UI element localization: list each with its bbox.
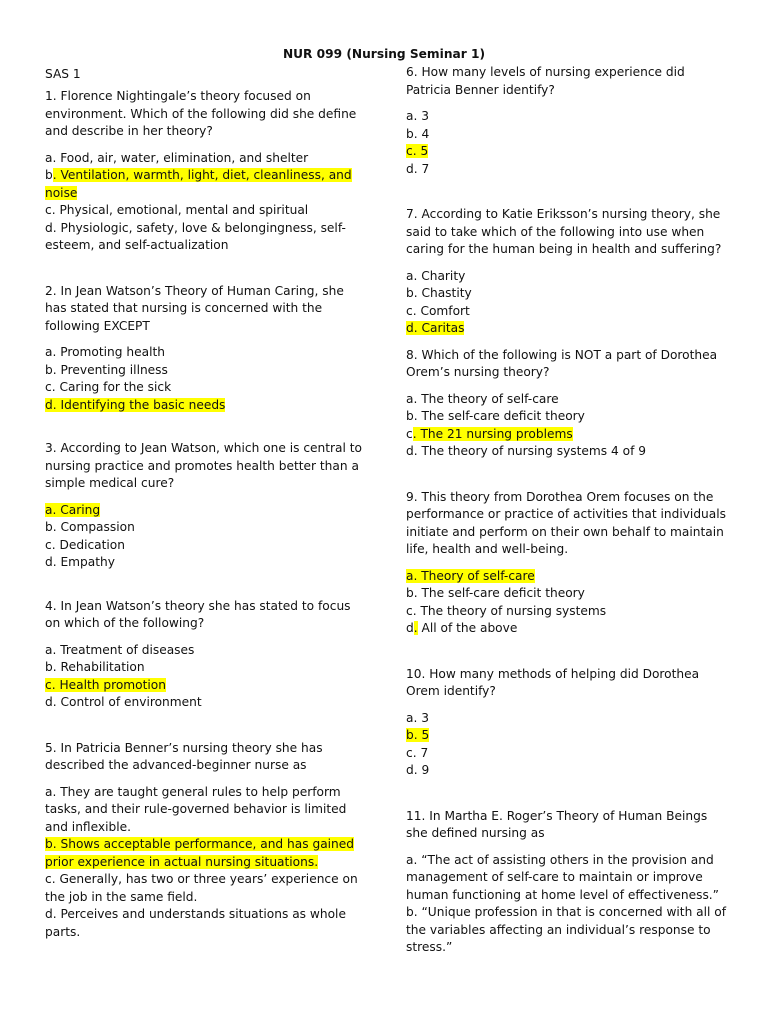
option-text: b. Preventing illness	[45, 362, 168, 377]
answer-options	[406, 568, 728, 638]
option-text: b. Compassion	[45, 520, 135, 534]
option-text: a. 3	[406, 109, 429, 123]
answer-option	[406, 285, 728, 303]
answer-option	[45, 659, 367, 677]
question-4	[45, 598, 367, 712]
answer-option	[45, 694, 367, 712]
answer-options	[406, 268, 728, 338]
answer-option	[406, 568, 728, 586]
question-text: 1. Florence Nightingale’s theory focused on environment. Which of the following did she define and describe in her theory?	[45, 89, 357, 138]
option-text: d. The theory of nursing systems 4 of 9	[406, 444, 647, 458]
highlighted-answer: b. 5	[406, 728, 430, 742]
option-text: b. The self-care deficit theory	[406, 409, 585, 423]
answer-option	[45, 537, 367, 555]
answer-option	[406, 268, 728, 286]
question-3	[45, 440, 367, 572]
answer-option	[45, 362, 367, 380]
question-text: 10. How many methods of helping did Dorothea Orem identify?	[406, 666, 700, 698]
option-text: b. The self-care deficit theory	[406, 586, 585, 600]
option-text: b. Chastity	[406, 286, 472, 300]
question-text: 7. According to Katie Eriksson’s nursing theory, she said to take which of the following into use when caring for the human being in health and suffering?	[406, 207, 722, 256]
option-text: c. Comfort	[406, 303, 470, 318]
answer-option	[406, 727, 728, 745]
right-column	[406, 64, 728, 957]
question-text: 9. This theory from Dorothea Orem focuses on the performance or practice of activities that individuals initiate and perform on their own behalf to maintain life, health and well-being.	[406, 489, 726, 556]
option-text: c. Physical, emotional, mental and spiritual	[45, 203, 309, 217]
answer-option	[406, 426, 728, 444]
highlighted-answer: d. Caritas	[406, 321, 465, 335]
answer-options	[406, 391, 728, 461]
option-text: a. The theory of self-care	[406, 391, 559, 406]
question-11	[406, 808, 728, 957]
option-letter: c	[406, 426, 413, 441]
question-6	[406, 64, 728, 178]
answer-option	[45, 502, 367, 520]
option-text: b. 4	[406, 126, 430, 141]
answer-option	[45, 220, 367, 255]
question-2	[45, 283, 367, 415]
answer-option	[406, 904, 728, 957]
option-text: a. They are taught general rules to help perform tasks, and their rule-governed behavior is limited and inflexible.	[45, 784, 347, 834]
answer-option	[45, 677, 367, 695]
question-9	[406, 489, 728, 638]
option-text: a. Promoting health	[45, 345, 165, 359]
answer-option	[45, 397, 367, 415]
highlighted-answer: c. 5	[406, 144, 429, 158]
option-letter: b	[45, 168, 53, 182]
option-text: a. 3	[406, 710, 429, 725]
answer-option	[406, 126, 728, 144]
answer-option	[406, 303, 728, 321]
answer-option	[45, 344, 367, 362]
question-8	[406, 347, 728, 461]
option-text: c. Caring for the sick	[45, 380, 172, 394]
option-text: b. “Unique profession in that is concerned with all of the variables affecting an individual’s response to stress.”	[406, 905, 727, 954]
answer-options	[406, 710, 728, 780]
answer-option	[406, 585, 728, 603]
option-text: d. 9	[406, 763, 430, 777]
option-letter: d	[406, 621, 414, 635]
highlight-mark: .	[413, 621, 418, 635]
answer-option	[45, 202, 367, 220]
answer-option	[406, 852, 728, 905]
option-text: d. Physiologic, safety, love & belongingness, self-esteem, and self-actualization	[45, 220, 346, 252]
answer-option	[406, 143, 728, 161]
answer-option	[406, 745, 728, 763]
question-text: 2. In Jean Watson’s Theory of Human Caring, she has stated that nursing is concerned with the following EXCEPT	[45, 283, 344, 333]
answer-options	[406, 108, 728, 178]
option-text: d. Empathy	[45, 555, 115, 569]
answer-options	[45, 502, 367, 572]
left-column	[45, 64, 367, 941]
answer-option	[45, 642, 367, 660]
highlighted-answer: d. Identifying the basic needs	[45, 397, 226, 412]
answer-options	[45, 150, 367, 255]
answer-option	[406, 620, 728, 638]
option-text: c. The theory of nursing systems	[406, 603, 607, 618]
option-text-rest: All of the above	[417, 621, 518, 635]
option-text: a. Food, air, water, elimination, and shelter	[45, 150, 309, 165]
answer-option	[45, 871, 367, 906]
answer-option	[406, 161, 728, 179]
answer-options	[406, 852, 728, 957]
answer-option	[45, 150, 367, 168]
answer-option	[406, 443, 728, 461]
option-text: d. Perceives and understands situations as whole parts.	[45, 907, 346, 939]
highlighted-answer: . Ventilation, warmth, light, diet, cleanliness, and noise	[45, 168, 352, 200]
question-7	[406, 206, 728, 338]
answer-option	[406, 710, 728, 728]
answer-option	[45, 784, 367, 837]
option-text: d. Control of environment	[45, 695, 202, 709]
answer-option	[406, 108, 728, 126]
answer-option	[45, 554, 367, 572]
answer-option	[45, 906, 367, 941]
answer-option	[406, 408, 728, 426]
option-text: c. Generally, has two or three years’ experience on the job in the same field.	[45, 872, 358, 904]
answer-option	[45, 379, 367, 397]
question-5	[45, 740, 367, 942]
question-text: 4. In Jean Watson’s theory she has stated to focus on which of the following?	[45, 598, 351, 630]
option-text: a. Charity	[406, 268, 466, 283]
sas-label: SAS 1	[45, 67, 81, 81]
answer-options	[45, 784, 367, 942]
option-text: d. 7	[406, 161, 430, 176]
question-10	[406, 666, 728, 780]
option-text: b. Rehabilitation	[45, 660, 145, 674]
highlighted-answer: b. Shows acceptable performance, and has gained prior experience in actual nursing situations.	[45, 837, 355, 869]
highlighted-answer: . The 21 nursing problems	[412, 426, 573, 441]
option-text	[414, 621, 518, 635]
answer-option	[406, 762, 728, 780]
answer-option	[406, 391, 728, 409]
answer-option	[45, 167, 367, 202]
highlighted-answer: a. Caring	[45, 502, 101, 517]
answer-options	[45, 642, 367, 712]
question-text: 6. How many levels of nursing experience did Patricia Benner identify?	[406, 65, 685, 97]
question-text: 3. According to Jean Watson, which one is central to nursing practice and promotes health better than a simple medical cure?	[45, 441, 363, 490]
highlighted-answer: c. Health promotion	[45, 677, 166, 692]
option-text: a. Treatment of diseases	[45, 642, 195, 657]
answer-option	[45, 836, 367, 871]
question-text: 11. In Martha E. Roger’s Theory of Human Beings she defined nursing as	[406, 808, 708, 840]
highlighted-answer: a. Theory of self-care	[406, 568, 535, 583]
question-text: 5. In Patricia Benner’s nursing theory she has described the advanced-beginner nurse as	[45, 740, 323, 772]
answer-option	[45, 519, 367, 537]
question-text: 8. Which of the following is NOT a part of Dorothea Orem’s nursing theory?	[406, 347, 718, 379]
answer-option	[406, 603, 728, 621]
answer-options	[45, 344, 367, 414]
option-text: c. 7	[406, 745, 429, 760]
option-text: a. “The act of assisting others in the provision and management of self-care to maintain or improve human functioning at home level of effectiveness.”	[406, 852, 719, 902]
answer-option	[406, 320, 728, 338]
document-title: NUR 099 (Nursing Seminar 1)	[282, 47, 486, 61]
option-text: c. Dedication	[45, 537, 125, 552]
question-1	[45, 88, 367, 255]
